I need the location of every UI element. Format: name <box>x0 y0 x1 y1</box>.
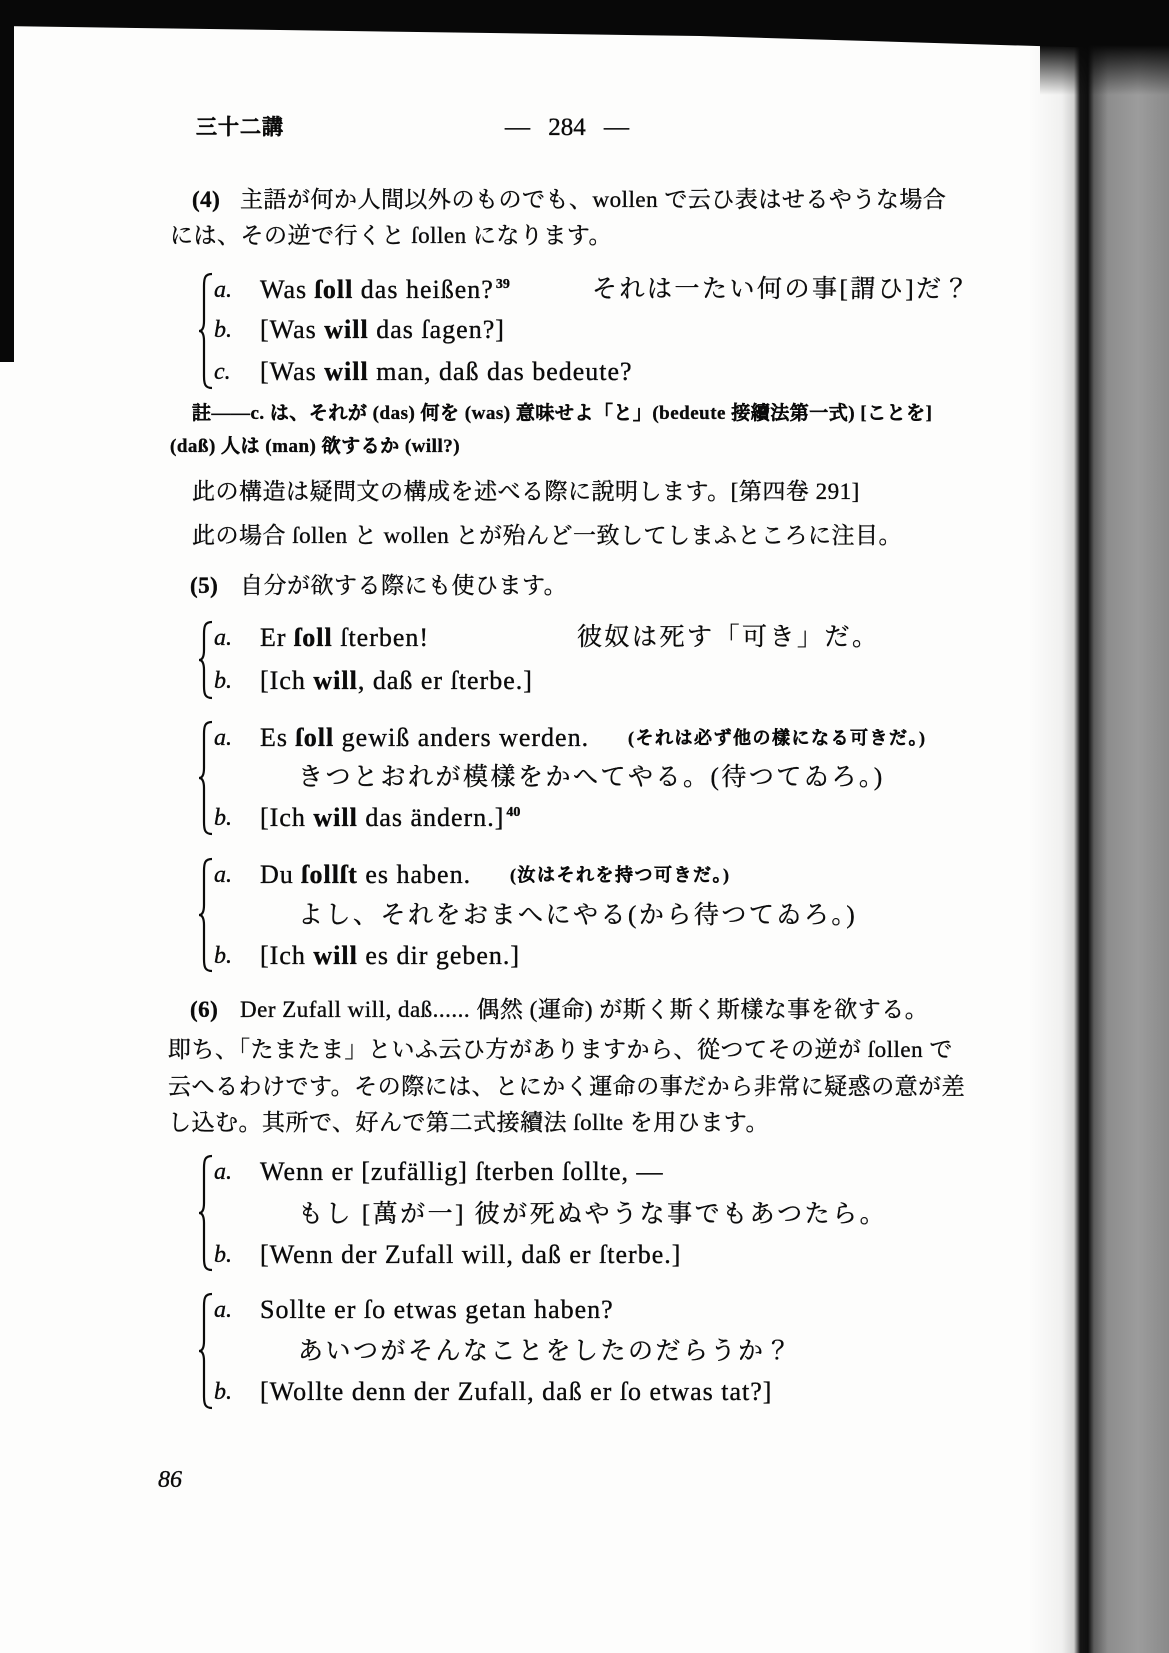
german-text: es dir geben.] <box>357 941 521 970</box>
example-label: b. <box>214 668 232 694</box>
example-label: b. <box>214 317 232 343</box>
modal-verb: ſoll <box>314 275 354 304</box>
remark-line: 此の場合 ſollen と wollen とが殆んど一致してしまふところに注目。 <box>192 523 902 548</box>
note-line: (daß) 人は (man) 欲するか (will?) <box>170 436 461 457</box>
modal-verb: will <box>313 941 358 970</box>
paragraph-line: 即ち、「たまたま」といふ云ひ方がありますから、從つてその逆が ſollen で <box>168 1037 953 1062</box>
german-sentence: [Wenn der Zufall will, daß er ſterbe.] <box>260 1240 682 1269</box>
paragraph-text: 主語が何か人間以外のものでも、wollen で云ひ表はせるやうな場合 <box>240 187 947 212</box>
example-row-b <box>0 803 1169 833</box>
scan-edge-top <box>0 0 1169 50</box>
item-number: (4) <box>192 187 221 212</box>
paragraph-line: 云へるわけです。その際には、とにかく運命の事だから非常に疑惑の意が差 <box>168 1074 966 1099</box>
modal-verb: ſollſt <box>301 860 358 889</box>
german-sentence: [Wollte denn der Zufall, daß er ſo etwas tat?] <box>260 1377 773 1406</box>
japanese-translation: よし、それをおまへにやる(から待つてゐろ。) <box>298 902 858 929</box>
german-text: man, daß das bedeute? <box>368 357 633 386</box>
footnote-marker: 40 <box>506 805 521 821</box>
german-text: das ändern.] <box>357 803 505 832</box>
german-text: [Ich <box>260 941 314 970</box>
modal-verb: will <box>324 315 369 344</box>
footnote-marker: 39 <box>495 277 510 293</box>
example-row-b <box>0 1377 1169 1407</box>
paragraph-line <box>192 186 946 214</box>
japanese-translation: それは一たい何の事[謂ひ]だ？ <box>592 276 972 303</box>
paragraph-text: Der Zufall will, daß...... 偶然 (運命) が斯く斯く斯樣な事を欲する。 <box>240 997 929 1022</box>
chapter-title: 三十二講 <box>196 115 284 139</box>
german-text: Du <box>260 860 302 889</box>
example-row-b <box>0 1240 1169 1270</box>
example-label: b. <box>214 1242 232 1268</box>
remark-line: 此の構造は疑問文の構成を述べる際に說明します。[第四卷 291] <box>192 479 860 504</box>
page-folio: 86 <box>158 1467 182 1493</box>
example-row-b <box>0 666 1169 696</box>
german-text: , daß er ſterbe.] <box>357 666 533 695</box>
example-label: b. <box>214 943 232 969</box>
german-sentence: Sollte er ſo etwas getan haben? <box>260 1295 614 1324</box>
german-sentence <box>260 275 510 305</box>
german-text: das heißen? <box>353 275 494 304</box>
german-text: Es <box>260 723 296 752</box>
example-label: a. <box>214 625 232 651</box>
japanese-gloss: (汝はそれを持つ可きだ。) <box>510 865 731 885</box>
example-label: a. <box>214 725 232 751</box>
example-row-c <box>0 357 1169 387</box>
german-sentence <box>260 941 520 971</box>
example-row-a <box>0 1157 1169 1187</box>
german-text: das ſagen?] <box>368 315 505 344</box>
modal-verb: ſoll <box>294 623 333 652</box>
paragraph-line: し込む。其所で、好んで第二式接續法 ſollte を用ひます。 <box>168 1110 769 1135</box>
example-label: b. <box>214 805 232 831</box>
paragraph-text: 自分が欲する際にも使ひます。 <box>240 573 568 598</box>
example-row-a <box>0 1295 1169 1325</box>
example-row-translation <box>0 1200 1169 1230</box>
modal-verb: will <box>324 357 369 386</box>
german-sentence <box>260 666 533 696</box>
japanese-translation: きつとおれが模樣をかへてやる。(待つてゐろ。) <box>298 764 885 791</box>
german-sentence <box>260 357 633 387</box>
japanese-translation: 彼奴は死す「可き」だ。 <box>577 624 880 651</box>
example-row-a <box>0 860 1169 890</box>
item-number: (6) <box>190 997 219 1022</box>
german-text: [Was <box>260 357 325 386</box>
german-text: [Ich <box>260 666 314 695</box>
german-sentence <box>260 723 589 753</box>
german-text: [Was <box>260 315 325 344</box>
japanese-translation: もし [萬が一] 彼が死ぬやうな事でもあつたら。 <box>298 1201 888 1228</box>
german-sentence <box>260 315 505 345</box>
example-row-a <box>0 623 1169 653</box>
modal-verb: will <box>313 803 358 832</box>
example-label: a. <box>214 1159 232 1185</box>
page-number: — 284 — <box>505 114 629 141</box>
example-row-translation <box>0 763 1169 793</box>
german-sentence <box>260 803 520 833</box>
paragraph-line <box>190 996 928 1024</box>
example-label: b. <box>214 1379 232 1405</box>
modal-verb: will <box>313 666 358 695</box>
scan-edge-left <box>0 0 14 362</box>
example-label: a. <box>214 862 232 888</box>
example-label: a. <box>214 277 232 303</box>
japanese-gloss: (それは必ず他の樣になる可きだ。) <box>628 728 927 748</box>
example-row-b <box>0 315 1169 345</box>
item-number: (5) <box>190 573 219 598</box>
german-text: ſterben! <box>332 623 430 652</box>
german-text: gewiß anders werden. <box>334 723 590 752</box>
german-text: es haben. <box>357 860 472 889</box>
paragraph-5 <box>190 572 567 600</box>
german-text: Was <box>260 275 315 304</box>
german-sentence: Wenn er [zufällig] ſterben ſollte, — <box>260 1157 664 1186</box>
modal-verb: ſoll <box>295 723 335 752</box>
example-row-translation <box>0 901 1169 931</box>
example-label: a. <box>214 1297 232 1323</box>
example-label: c. <box>214 359 231 385</box>
example-row-a <box>0 275 1169 305</box>
japanese-translation: あいつがそんなことをしたのだらうか？ <box>298 1338 794 1365</box>
german-sentence <box>260 623 429 653</box>
note-line: 註——c. は、それが (das) 何を (was) 意味せよ「と」(bedeute 接續法第一式) [ことを] <box>192 403 933 424</box>
german-sentence <box>260 860 471 890</box>
example-row-translation <box>0 1337 1169 1367</box>
example-row-a <box>0 723 1169 753</box>
german-text: [Ich <box>260 803 314 832</box>
german-text: Er <box>260 623 295 652</box>
scan-corner-shadow <box>1040 0 1169 95</box>
example-row-b <box>0 941 1169 971</box>
paragraph-line: には、その逆で行くと ſollen になります。 <box>170 223 613 248</box>
